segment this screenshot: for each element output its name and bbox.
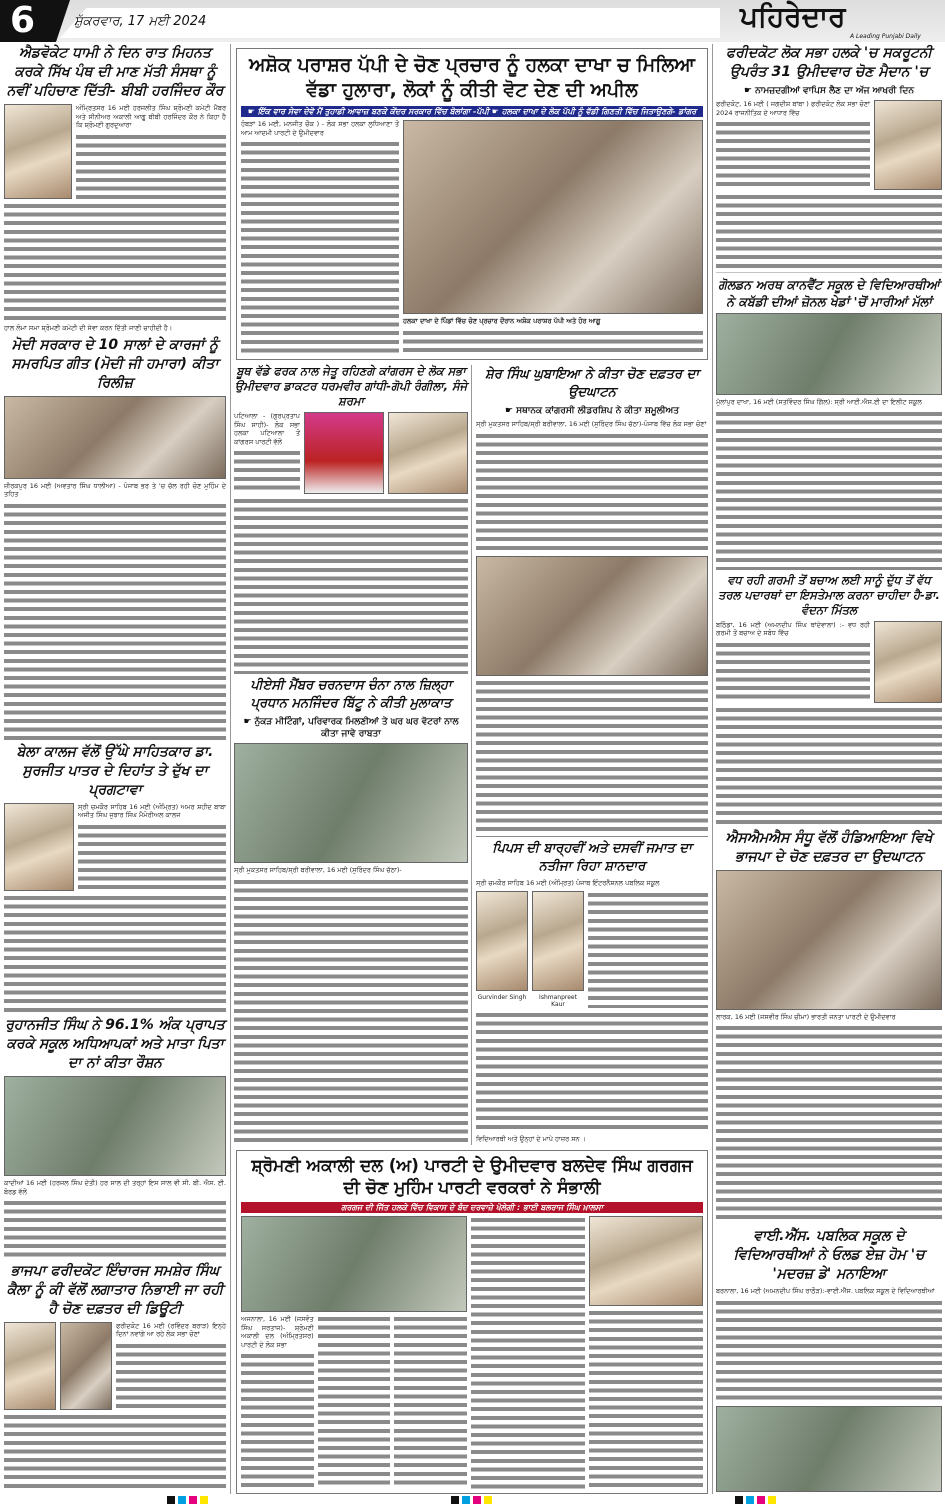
- article-end: ਹਾਲ ਲੰਮਾ ਸਮਾ ਸ਼੍ਰੋਮਣੀ ਕਮੇਟੀ ਦੀ ਸੇਵਾ ਕਰਨ ਦਿੱਤੀ ਜਾਣੀ ਚਾਹੀਦੀ ਹੈ।: [4, 324, 173, 333]
- article-row: [716, 621, 942, 703]
- article-body: [4, 202, 226, 321]
- doctor-portrait-photo: [874, 621, 942, 703]
- article-lead: ਕਾਦੀਆਂ 16 ਮਈ (ਹਰਜਲ ਸਿੰਘ ਦੇਤੀ) ਹਰ ਸਾਲ ਦੀ ਤਰ੍ਹਾਂ ਇਸ ਸਾਲ ਵੀ ਸੀ. ਬੀ. ਐਸ. ਈ. ਬੋਰਡ ਵੱਲੋਂ: [4, 1178, 226, 1196]
- article-lead: ਫਰੀਦਕੋਟ, 16 ਮਈ ( ਜਗਦੀਸ਼ ਬਾਂਬਾ ) ਫਰੀਦਕੋਟ ਲੋਕ ਸਭਾ ਚੋਣਾਂ 2024 ਰਾਜਨੀਤਿਕ ਦੇ ਆਧਾਰ ਵਿੱਚ: [716, 100, 870, 117]
- article-lead: ਬਰਨਾਲਾ, 16 ਮਈ (ਅਮਨਦੀਪ ਸਿੰਘ ਰਾਠੌੜ):-ਵਾਈ.ਐੱਸ. ਪਬਲਿਕ ਸਕੂਲ ਦੇ ਵਿਦਿਆਰਥੀਆਂ: [716, 1287, 935, 1296]
- print-registration-marks: [0, 1496, 945, 1507]
- party-workers-photo: [241, 1216, 467, 1312]
- article-end: ਵਿਦਿਆਰਥੀ ਅਤੇ ਉਨ੍ਹਾਂ ਦੇ ਮਾਪੇ ਹਾਜ਼ਰ ਸਨ ।: [476, 1135, 587, 1144]
- headline: ਭਾਜਪਾ ਫਰੀਦਕੋਟ ਇੰਚਾਰਜ ਸਮਸ਼ੇਰ ਸਿੰਘ ਕੈਲਾ ਨੂੰ ਕੀ ਵੱਲੋਂ ਲਗਾਤਾਰ ਨਿਭਾਈ ਜਾ ਰਹੀ ਹੈ ਚੋਣ ਦਫ਼ਤਰ ਦੀ ਡਿਊਟੀ: [6, 1262, 224, 1317]
- article-lead: ਅਜਨਾਲਾ, 16 ਮਈ (ਜਸਵੰਤ ਸਿੰਘ ਸਰਤਾਜ)- ਸ਼੍ਰੋਮਣੀ ਅਕਾਲੀ ਦਲ (ਅੰਮ੍ਰਿਤਸਰ) ਪਾਰਟੀ ਦੇ ਲੋਕ ਸਭਾ: [241, 1315, 314, 1349]
- article-body: [476, 679, 708, 837]
- article-lead: ਜ਼ੀਰਕਪੁਰ 16 ਮਈ (ਅਵਤਾਰ ਸਿੰਘ ਧਾਲੀਆ) - ਪੰਜਾਬ ਭਰ ਤੇ 'ਚ ਚੱਲ ਰਹੀ ਚੋਣ ਮੁਹਿੰਮ ਦੇ ਤਹਿਤ: [4, 481, 226, 499]
- article-body: [241, 140, 399, 355]
- bottom-story-box: [236, 1150, 708, 1494]
- headline: ਐਸਐਮਐਸ ਸੰਧੂ ਵੱਲੋਂ ਹੰਡਿਆਇਆ ਵਿਖੇ ਭਾਜਪਾ ਦੇ ਚੋਣ ਦਫ਼ਤਰ ਦਾ ਉਦਘਾਟਨ: [725, 829, 933, 865]
- article-lead: ਪਟਿਆਲਾ - (ਗੁਰਪ੍ਰਤਾਪ ਸਿੰਘ ਸਾਹੀ)- ਲੋਕ ਸਭਾ ਹਲਕਾ ਪਟਿਆਲਾ ਤੋਂ ਕਾਂਗਰਸ ਪਾਰਟੀ ਵੱਲੋਂ: [234, 412, 300, 446]
- headline: ਵਾਈ.ਐੱਸ. ਪਬਲਿਕ ਸਕੂਲ ਦੇ ਵਿਦਿਆਰਥੀਆਂ ਨੇ ਓਲਡ ਏਜ਼ ਹੋਮ 'ਚ 'ਮਦਰਜ਼ ਡੇ' ਮਨਾਇਆ: [733, 1228, 925, 1283]
- headline: ਮੋਦੀ ਸਰਕਾਰ ਦੇ 10 ਸਾਲਾਂ ਦੇ ਕਾਰਜਾਂ ਨੂੰ ਸਮਰਪਿਤ ਗੀਤ (ਮੋਦੀ ਜੀ ਹਮਾਰਾ) ਕੀਤਾ ਰਿਲੀਜ਼: [11, 336, 219, 391]
- meeting-photo: [234, 743, 468, 863]
- headline: ਰੁਹਾਨਜੀਤ ਸਿੰਘ ਨੇ 96.1% ਅੰਕ ਪ੍ਰਾਪਤ ਕਰਕੇ ਸਕੂਲ ਅਧਿਆਪਕਾਂ ਅਤੇ ਮਾਤਾ ਪਿਤਾ ਦਾ ਨਾਂ ਕੀਤਾ ਰੌਸ਼ਨ: [5, 1016, 225, 1071]
- article-body: [476, 432, 708, 554]
- subheadline: ☛ ਨਾਮਜ਼ਦਗੀਆਂ ਵਾਪਿਸ ਲੈਣ ਦਾ ਅੱਜ ਆਖਰੀ ਦਿਨ: [743, 86, 914, 96]
- bottom-story-row: [241, 1216, 703, 1489]
- article-lead: ਸ੍ਰੀ ਮੁਕਤਸਰ ਸਾਹਿਬ/ਸ੍ਰੀ ਬਰੀਵਾਲਾ, 16 ਮਈ (ਸੁਰਿੰਦਰ ਸਿੰਘ ਚੱਠਾ)-ਪੰਜਾਬ ਵਿੱਚ ਲੋਕ ਸਭਾ ਚੋਣਾਂ: [476, 420, 707, 428]
- article-body: [4, 1199, 226, 1259]
- headline: ਬੂਥ ਵੱਡੇ ਫਰਕ ਨਾਲ ਜੇਤੂ ਰਹਿਣਗੇ ਕਾਂਗਰਸ ਦੇ ਲੋਕ ਸਭਾ ਉਮੀਦਵਾਰ ਡਾਕਟਰ ਧਰਮਵੀਰ ਗਾਂਧੀ-ਗੋਪੀ ਰੰਗੀਲਾ, ਸੰਜੇ ਸ਼ਰਮਾ: [234, 364, 468, 408]
- student-family-photo: [4, 1076, 226, 1176]
- masthead-title: ਪਹਿਰੇਦਾਰ: [740, 0, 846, 33]
- headline: ਫਰੀਦਕੋਟ ਲੋਕ ਸਭਾ ਹਲਕੇ 'ਚ ਸਕਰੂਟਨੀ ਉਪਰੰਤ 31 ਉਮੀਦਵਾਰ ਚੋਣ ਮੈਦਾਨ 'ਚ: [726, 45, 932, 80]
- portrait-photo: [4, 803, 74, 891]
- article-body: [241, 1352, 314, 1489]
- headline: ਗੋਲਡਨ ਅਰਥ ਕਾਨਵੈਂਟ ਸਕੂਲ ਦੇ ਵਿਦਿਆਰਥੀਆਂ ਨੇ ਕਬੱਡੀ ਦੀਆਂ ਜ਼ੋਨਲ ਖੇਡਾਂ 'ਚੋਂ ਮਾਰੀਆਂ ਮੱਲਾਂ: [718, 277, 940, 310]
- article-row: [4, 1322, 226, 1410]
- page-header: [0, 0, 945, 42]
- article-body: [4, 502, 226, 740]
- article-row: [716, 100, 942, 190]
- headline: ਐਡਵੋਕੇਟ ਧਾਮੀ ਨੇ ਦਿਨ ਰਾਤ ਮਿਹਨਤ ਕਰਕੇ ਸਿੱਖ ਪੰਥ ਦੀ ਮਾਣ ਮੱਤੀ ਸੰਸਥਾ ਨੂੰ ਨਵੀਂ ਪਹਿਚਾਣ ਦਿੱਤੀ- ਬੀਬੀ ਹਰਜਿੰਦਰ ਕੌਰ: [6, 45, 224, 99]
- article-body: [716, 410, 942, 570]
- column-rule: [712, 44, 713, 1494]
- headline: ਵਧ ਰਹੀ ਗਰਮੀ ਤੋਂ ਬਚਾਅ ਲਈ ਸਾਨੂੰ ਦੁੱਧ ਤੋਂ ਵੱਧ ਤਰਲ ਪਦਾਰਥਾਂ ਦਾ ਇਸਤੇਮਾਲ ਕਰਨਾ ਚਾਹੀਦਾ ਹੈ-ਡਾ. ਵੰਦਨਾ ਮਿੱਤਲ: [718, 572, 940, 617]
- article-body: [716, 641, 870, 703]
- office-inauguration-photo: [476, 556, 708, 676]
- article-lead: ਫਰੀਦਕੋਟ 16 ਮਈ (ਰਵਿੰਦਰ ਬਰਾੜ) ਇਨ੍ਹੇ ਦਿਨਾਂ ਨਵਾਂਗੇ ਆ ਰਹੇ ਲੋਕ ਸਭਾ ਚੋਣਾਂ: [116, 1321, 226, 1339]
- article-body: [116, 1342, 226, 1410]
- article-body: [4, 1413, 226, 1492]
- portrait-photo: [388, 412, 468, 494]
- article-body: [716, 193, 942, 273]
- subheadline: ☛ ਸਥਾਨਕ ਕਾਂਗਰਸੀ ਲੀਡਰਸ਼ਿਪ ਨੇ ਕੀਤਾ ਸ਼ਮੂਲੀਅਤ: [504, 406, 680, 416]
- article-row: [4, 803, 226, 891]
- student-photo: [476, 891, 528, 991]
- lead-headline: ਅਸ਼ੋਕ ਪਰਾਸ਼ਰ ਪੱਪੀ ਦੇ ਚੋਣ ਪ੍ਰਚਾਰ ਨੂੰ ਹਲਕਾ ਦਾਖਾ ਚ ਮਿਲਿਆ ਵੱਡਾ ਹੁਲਾਰਾ, ਲੋਕਾਂ ਨੂੰ ਕੀਤੀ ਵੋਟ ਦੇਣ ਦੀ ਅਪੀਲ: [249, 54, 695, 101]
- middle-right-column: [476, 366, 708, 1144]
- article-lead: ਸ੍ਰੀ ਚਮਕੌਰ ਸਾਹਿਬ 16 ਮਈ (ਅੰਮ੍ਰਿਤ) ਪੰਜਾਬ ਇੰਟਰਨੈਸ਼ਨਲ ਪਬਲਿਕ ਸਕੂਲ: [476, 879, 660, 888]
- article-body: [589, 1309, 703, 1489]
- campaign-photo: [403, 120, 703, 314]
- masthead-tagline: A Leading Punjabi Daily: [850, 33, 921, 40]
- article-body: [716, 706, 942, 826]
- article-lead: ਅੰਮ੍ਰਿਤਸਰ 16 ਮਈ ਹਰਜਲੀਤ ਸਿੰਘ ਸ਼੍ਰੋਮਣੀ ਕਮੇਟੀ ਮੈਂਬਰ ਅਤੇ ਸੀਨੀਅਰ ਅਕਾਲੀ ਆਗੂ ਬੀਬੀ ਹਰਜਿੰਦਰ ਕੌਰ ਨੇ ਕਿਹਾ ਹੈ ਕਿ ਸ਼੍ਰੋਮਣੀ ਗੁਰਦੁਆਰਾ: [76, 104, 226, 130]
- lead-story-row: [241, 120, 703, 355]
- article-lead: ਸ੍ਰੀ ਮੁਕਤਸਰ ਸਾਹਿਬ/ਸ੍ਰੀ ਬਰੀਵਾਲਾ, 16 ਮਈ (ਸੁਰਿੰਦਰ ਸਿੰਘ ਚੱਠਾ)-: [234, 866, 402, 875]
- bottom-headline: ਸ਼੍ਰੋਮਣੀ ਅਕਾਲੀ ਦਲ (ਅ) ਪਾਰਟੀ ਦੇ ਉਮੀਦਵਾਰ ਬਲਦੇਵ ਸਿੰਘ ਗਰਗਜ ਦੀ ਚੋਣ ਮੁਹਿੰਮ ਪਾਰਟੀ ਵਰਕਰਾਂ ਨੇ ਸੰਭਾਲੀ: [251, 1156, 693, 1198]
- lead-story-box: [236, 48, 708, 360]
- article-lead: ਸ੍ਰੀ ਚਮਕੌਰ ਸਾਹਿਬ 16 ਮਈ (ਅੰਮ੍ਰਿਤ) ਅਮਰ ਸ਼ਹੀਦ ਬਾਬਾ ਅਜੀਤ ਸਿੰਘ ਜੁਝਾਰ ਸਿੰਘ ਮੈਮੋਰੀਅਲ ਕਾਲਜ: [78, 802, 226, 820]
- subheadline: ☛ ਨੁੱਕੜ ਮੀਟਿੰਗਾਂ, ਪਰਿਵਾਰਕ ਮਿਲਣੀਆਂ ਤੇ ਘਰ ਘਰ ਵੋਟਰਾਂ ਨਾਲ ਕੀਤਾ ਜਾਵੇ ਰਾਬਤਾ: [243, 717, 459, 740]
- article-body: [476, 1011, 708, 1133]
- portrait-photo: [4, 104, 72, 199]
- photo-caption: ਹਲਕਾ ਦਾਖਾ ਦੇ ਪਿੰਡਾਂ ਵਿੱਚ ਚੋਣ ਪ੍ਰਚਾਰ ਦੌਰਾਨ ਅਸ਼ੋਕ ਪਰਾਸ਼ਰ ਪੱਪੀ ਅਤੇ ਹੋਰ ਆਗੂ: [403, 317, 601, 326]
- article-body: [394, 1315, 467, 1489]
- article-lead: ਲਾਰਕ, 16 ਮਈ (ਜਸਵੀਰ ਸਿੰਘ ਚੀਮਾ) ਭਾਰਤੀ ਜਨਤਾ ਪਾਰਟੀ ਦੇ ਉਮੀਦਵਾਰ: [716, 1012, 896, 1021]
- article-body: [588, 891, 708, 1008]
- article-body: [234, 878, 468, 1144]
- students-row: [476, 891, 708, 1008]
- portrait-photo: [60, 1322, 112, 1410]
- portrait-photo: [304, 412, 384, 494]
- issue-date: ਸ਼ੁੱਕਰਵਾਰ, 17 ਮਈ 2024: [74, 14, 207, 29]
- student-name: Gurvinder Singh: [477, 993, 527, 1001]
- portrait-photo: [4, 1322, 56, 1410]
- column-rule: [230, 44, 231, 1494]
- news-photo: [4, 396, 226, 479]
- article-row: [234, 412, 468, 494]
- article-body: [78, 823, 226, 891]
- article-body: [76, 133, 226, 199]
- headline: ਸ਼ੇਰ ਸਿੰਘ ਘੁਬਾਇਆ ਨੇ ਕੀਤਾ ਚੋਣ ਦਫ਼ਤਰ ਦਾ ਉਦਘਾਟਨ: [485, 367, 699, 400]
- student-photo: [532, 891, 584, 991]
- portrait-photo: [874, 100, 942, 190]
- school-visit-photo: [716, 1406, 942, 1492]
- portrait-photo: [589, 1216, 703, 1306]
- article-body: [716, 120, 870, 190]
- column-rule: [471, 365, 472, 1145]
- headline: ਬੇਲਾ ਕਾਲਜ ਵੱਲੋਂ ਉੱਘੇ ਸਾਹਿਤਕਾਰ ਡਾ. ਸੁਰਜੀਤ ਪਾਤਰ ਦੇ ਦਿਹਾਂਤ ਤੇ ਦੁੱਖ ਦਾ ਪ੍ਰਗਟਾਵਾ: [16, 743, 214, 798]
- headline: ਪੀਏਸੀ ਮੈਂਬਰ ਚਰਨਦਾਸ ਚੰਨਾ ਨਾਲ ਜ਼ਿਲ੍ਹਾ ਪ੍ਰਧਾਨ ਮਨਜਿੰਦਰ ਬਿੱਟੂ ਨੇ ਕੀਤੀ ਮੁਲਾਕਾਤ: [250, 678, 452, 712]
- right-column: [716, 44, 942, 1492]
- article-lead: ਹੰਬੜਾਂ 16 ਮਈ, ਮਨਜੀਤ ਚੌਕ ) - ਲੋਕ ਸਭਾ ਹਲਕਾ ਲੁਧਿਆਣਾ ਤੋਂ ਆਮ ਆਦਮੀ ਪਾਰਟੀ ਦੇ ਉਮੀਦਵਾਰ: [241, 120, 399, 137]
- bottom-subhead-bar: ਗਰਗਜ ਦੀ ਜਿੱਤ ਹਲਕੇ ਵਿੱਚ ਵਿਕਾਸ ਦੇ ਬੰਦ ਦਰਵਾਜ਼ੇ ਖੋਲੇਗੀ : ਭਾਈ ਬਲਰਾਜ ਸਿੰਘ ਖ਼ਾਲਸਾ: [241, 1202, 703, 1213]
- article-body: [716, 1299, 942, 1403]
- article-body: [716, 1024, 942, 1224]
- left-column: [4, 44, 226, 1492]
- students-group-photo: [716, 313, 942, 395]
- article-lead: ਬਠਿੰਡਾ, 16 ਮਈ (ਅਮਨਦੀਪ ਸਿੰਘ ਥਾਂਦੇਵਾਲਾ) :- ਵਧ ਰਹੀ ਗਰਮੀ ਤੋਂ ਬਚਾਅ ਦੇ ਸਬੰਧ ਵਿੱਚ: [716, 620, 870, 638]
- middle-left-column: [234, 364, 468, 1144]
- headline: ਪਿਪਸ ਦੀ ਬਾਰ੍ਹਵੀਂ ਅਤੇ ਦਸਵੀਂ ਜਮਾਤ ਦਾ ਨਤੀਜਾ ਰਿਹਾ ਸ਼ਾਨਦਾਰ: [492, 841, 692, 875]
- article-body: [318, 1315, 391, 1489]
- article-row: [4, 104, 226, 199]
- article-body: [471, 1216, 585, 1489]
- article-body: [4, 894, 226, 1013]
- page-number: 6: [10, 0, 36, 41]
- lead-subhead-bar: ☛ ਇੱਕ ਵਾਰ ਸੇਵਾ ਦੇਵੋ ਮੈਂ ਤੁਹਾਡੀ ਆਵਾਜ਼ ਬਣਕੇ ਕੇਂਦਰ ਸਰਕਾਰ ਵਿੱਚ ਬੋਲਾਂਗਾ -ਪੱਪੀ ☛ ਹਲਕਾ ਦਾਖਾ ਦੇ ਲੋਕ ਪੱਪੀ ਨੂੰ ਵੱਡੀ ਗਿਣਤੀ ਵਿੱਚ ਜਿਤਾਉਣਗੇ- ਡਾਂਗਰ: [241, 106, 703, 117]
- photo-caption-body: [403, 329, 703, 355]
- article-lead: ਮੁੱਲਾਂਪੁਰ ਦਾਖਾ, 16 ਮਈ (ਸਤਵਿੰਦਰ ਸਿੰਘ ਗਿੱਲ): ਸ੍ਰੀ ਆਈ.ਐਸ.ਈ ਦਾ ਇਲੀਟ ਸਕੂਲ: [716, 398, 922, 407]
- office-opening-photo: [716, 870, 942, 1010]
- article-body: [234, 497, 468, 674]
- student-name: Ishmanpreet Kaur: [539, 993, 577, 1008]
- article-body: [234, 449, 300, 494]
